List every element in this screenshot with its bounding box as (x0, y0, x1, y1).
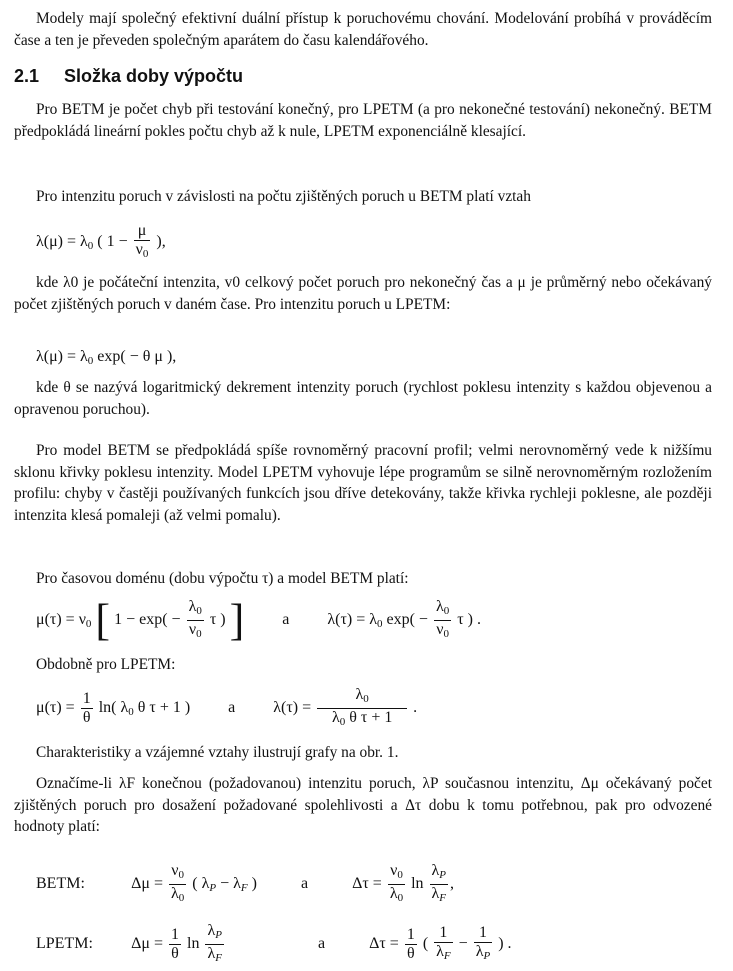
paragraph-intensity: Pro intenzitu poruch v závislosti na počtu zjištěných poruch u BETM platí vztah (36, 188, 531, 205)
equation-betm-intensity: $\lambda(\mu) = \lambda_0$ ( 1 − $\frac{\mu}{\nu_0}$ ), (36, 222, 166, 263)
section-number: 2.1 (14, 66, 40, 86)
intro-paragraph: Modely mají společný efektivní duální přístup k poruchovému chování. Modelování probíhá v prováděcím čase a ten je převeden společným aparátem do času kalendářového. (14, 10, 712, 49)
paragraph-betm-lpetm: Pro BETM je počet chyb při testování konečný, pro LPETM (a pro nekonečné testování) nekonečný. BETM předpokládá lineární pokles počtu chyb až k nule, LPETM exponenciálně klesající. (14, 101, 712, 140)
paragraph-similarly-lpetm: Obdobně pro LPETM: (36, 656, 176, 673)
equation-lpetm-intensity: $\lambda(\mu) = \lambda_0$ exp( − θ μ ), (36, 348, 177, 367)
paragraph-where-lambda0: kde λ0 je počáteční intenzita, v0 celkový počet poruch pro nekonečný čas a μ je průměrný nebo očekávaný počet zjištěných poruch v daném čase. Pro intenzitu poruch u LPETM: (14, 274, 712, 313)
paragraph-time-domain: Pro časovou doménu (dobu výpočtu τ) a model BETM platí: (36, 570, 409, 587)
equation-betm-derived: BETM: Δμ = $\frac{\nu_0}{\lambda_0}$ ( $\lambda_P - \lambda_F$ ) a Δτ = $\frac{\nu_0}{\lambda_0}$ ln $\frac{\lambda_P}{\lambda_F}$ , (36, 862, 454, 907)
equation-lpetm-time: μ(τ) = $\frac{1}{\theta}$ ln( $\lambda_0$ θ τ + 1 ) a λ(τ) = $\frac{\lambda_0}{\lambda_0 \theta \tau + 1}$ . (36, 686, 417, 731)
section-title: Složka doby výpočtu (64, 66, 244, 86)
paragraph-charts: Charakteristiky a vzájemné vztahy ilustrují grafy na obr. 1. (36, 744, 399, 761)
paragraph-theta: kde θ se nazývá logaritmický dekrement intenzity poruch (rychlost poklesu intenzity s každou objevenou a opravenou poruchou). (14, 379, 712, 418)
paragraph-profile: Pro model BETM se předpokládá spíše rovnoměrný pracovní profil; velmi nerovnoměrný vede k nižšímu sklonu křivky poklesu intenzity. Model LPETM vyhovuje lépe programům se silně nerovnoměrným rozložením profilu: chyby v častěji používaných funkcích jsou dříve detekovány, takže křivka rychleji poklesne, ale později intenzita klesá pomaleji (až velmi pomalu). (14, 442, 712, 524)
equation-lpetm-derived: LPETM: Δμ = $\frac{1}{\theta}$ ln $\frac{\lambda_P}{\lambda_F}$ a Δτ = $\frac{1}{\theta}$ ( $\frac{1}{\lambda_F}$ − $\frac{1}{\lambda_P}$ ) . (36, 922, 512, 967)
section-heading (14, 66, 243, 87)
equation-betm-time: $\mu(\tau) = \nu_0$ [ 1 − exp( − $\frac{\lambda_0}{\nu_0}$ τ ) ] a $\lambda(\tau) = \lambda_0$ exp( − $\frac{\lambda_0}{\nu_0}$ τ ) . (36, 595, 481, 645)
paragraph-derived-values: Označíme-li λF konečnou (požadovanou) intenzitu poruch, λP současnou intenzitu, Δμ očekávaný počet zjištěných poruch pro dosažení požadované spolehlivosti a Δτ dobu k tomu potřebnou, pak pro odvozené hodnoty platí: (14, 775, 712, 835)
